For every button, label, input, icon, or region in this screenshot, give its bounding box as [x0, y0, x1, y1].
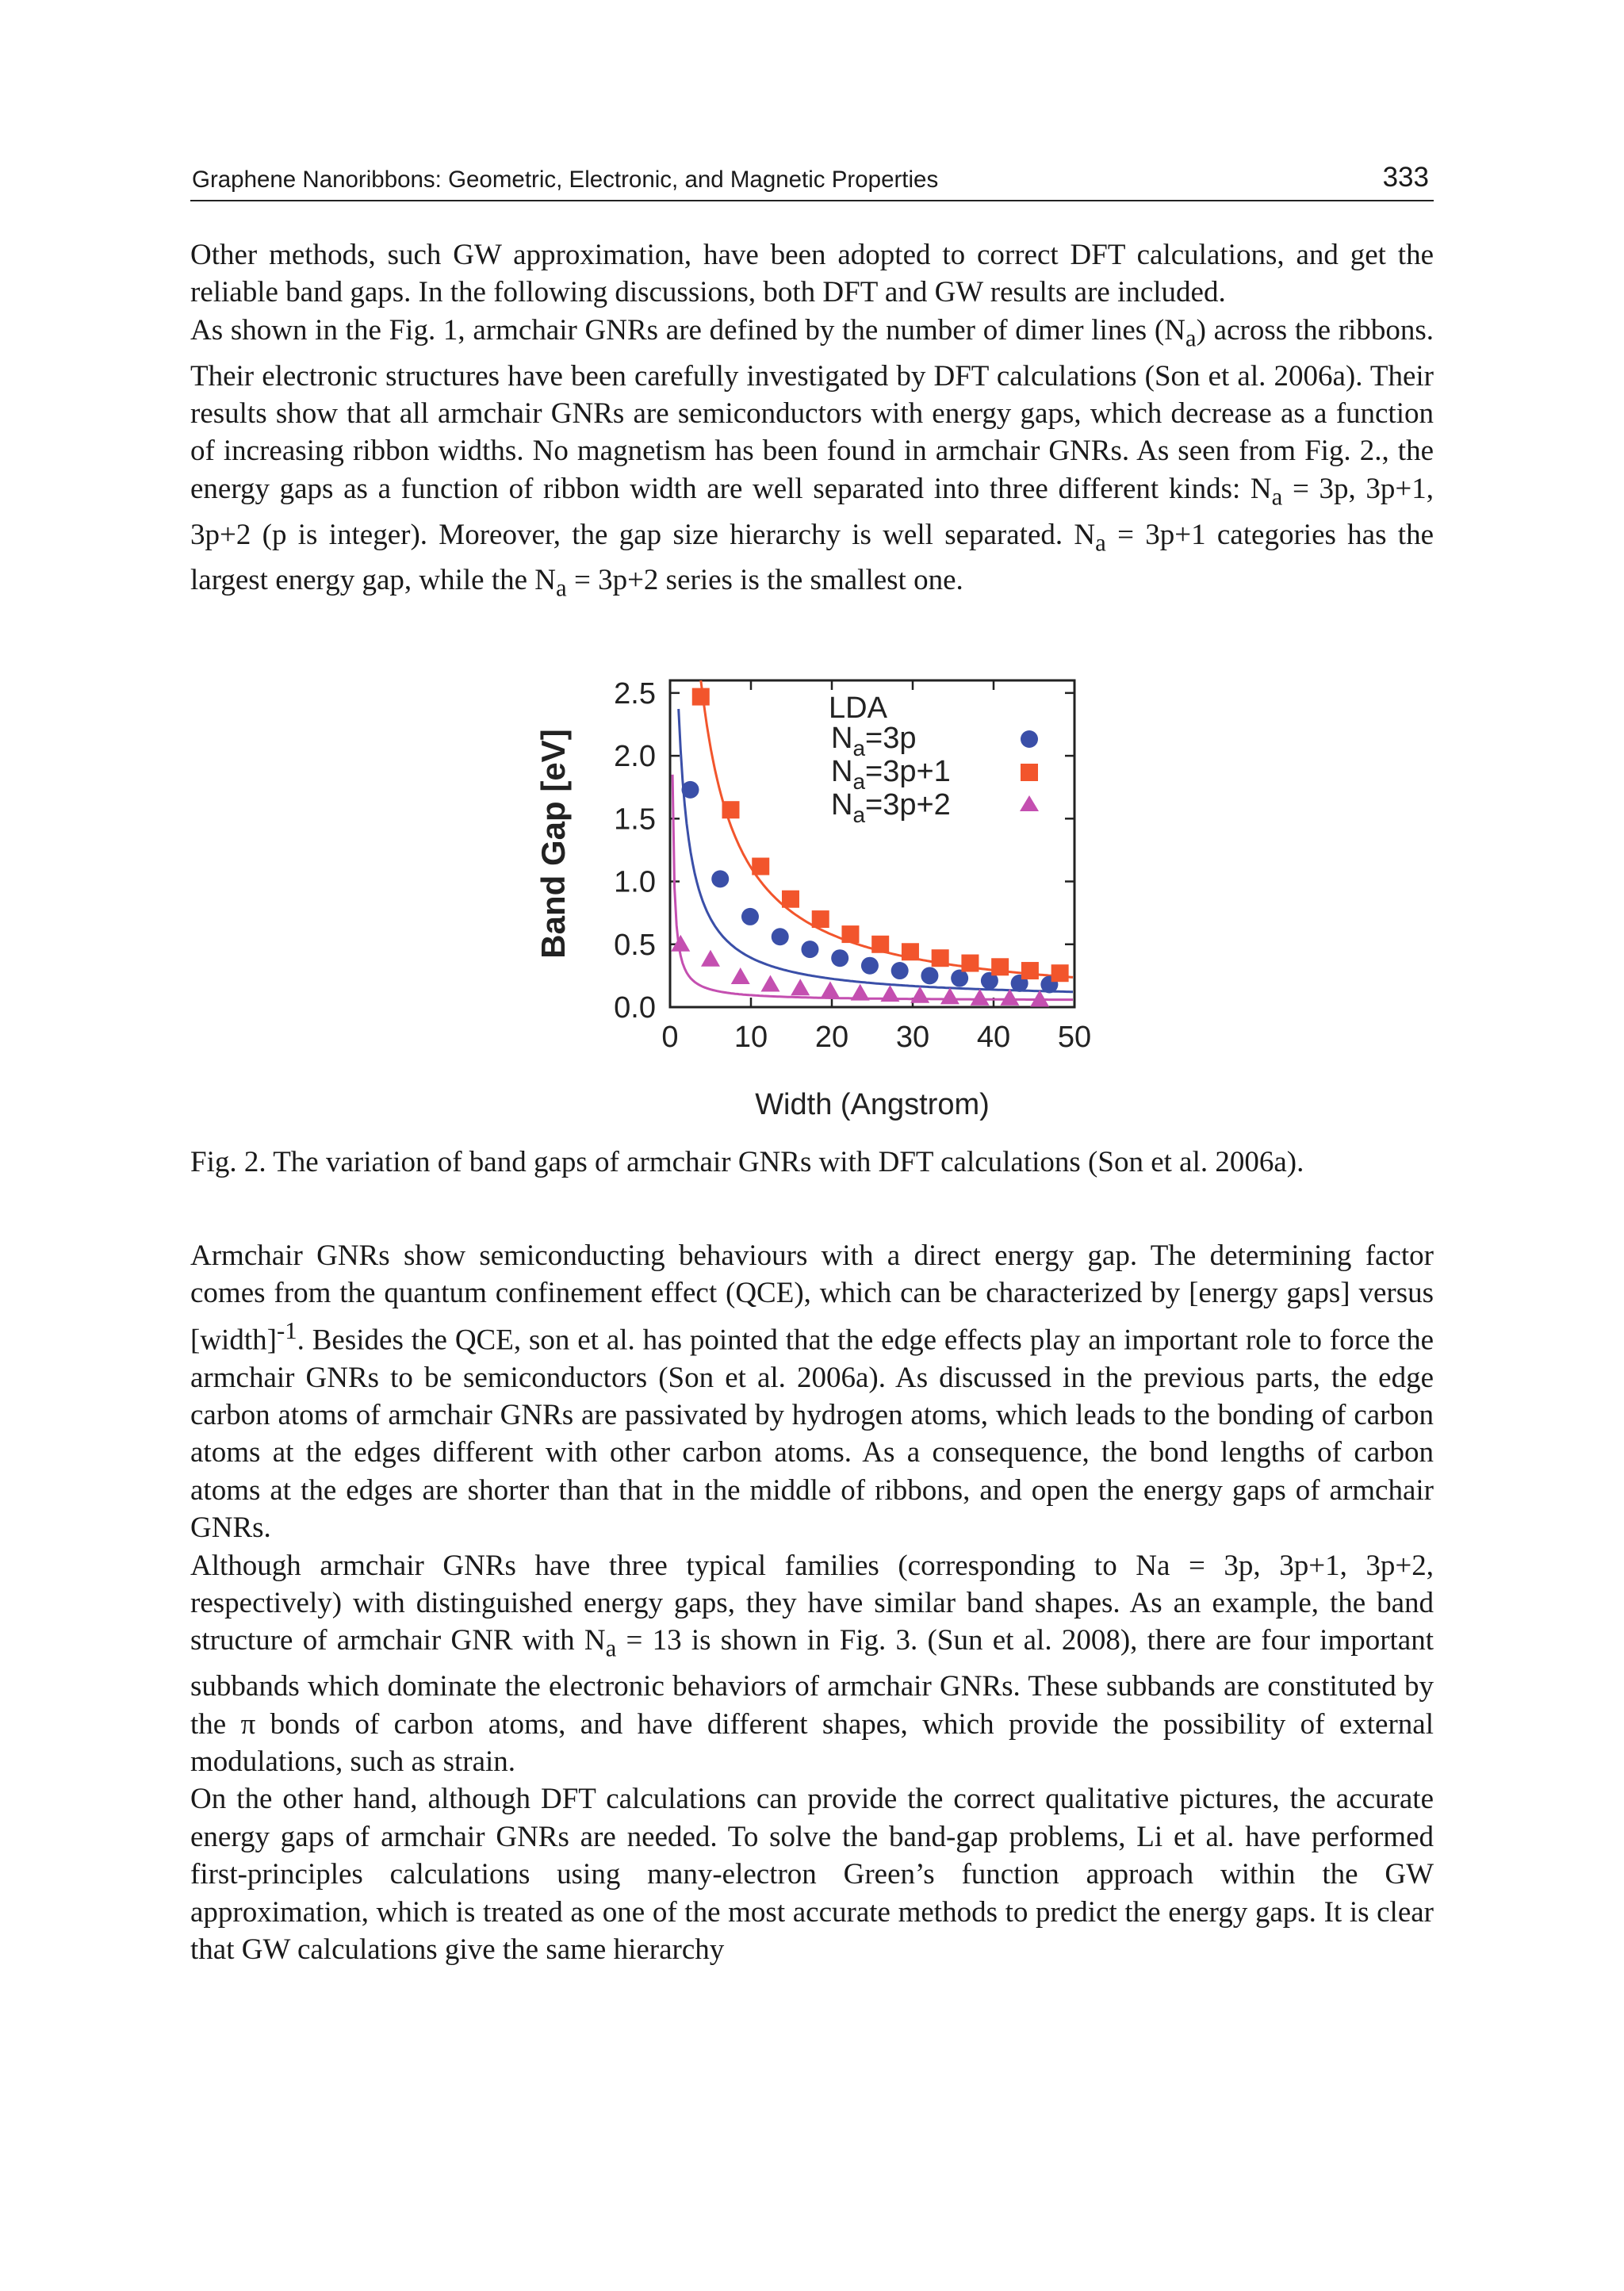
data-point-3p1: [692, 688, 710, 706]
data-point-3p1: [871, 936, 889, 953]
body-text-upper: [190, 236, 1434, 607]
paragraph-armchair-definition: As shown in the Fig. 1, armchair GNRs are defined by the number of dimer lines $(N_a)$ across the ribbons. Their electronic structures have been carefully investigated by DFT calculations (Son et al. 2006a). Their results show that all armchair GNRs are semiconductors with energy gaps, which decrease as a function of increasing ribbon widths. No magnetism has been found in armchair GNRs. As seen from Fig. 2., the energy gaps as a function of ribbon width are well separated into three different kinds: $N_a = 3p$, 3p+1, 3p+2 (p is integer). Moreover, the gap size hierarchy is well separated. $N_a = 3p+1$ categories has the largest energy gap, while the $N_a = 3p+2$ series is the smallest one.: [190, 313, 1434, 602]
x-axis-label: Width (Angstrom): [755, 1088, 990, 1121]
data-point-3p: [831, 949, 848, 967]
figure-band-gap-plot: [523, 670, 1110, 1138]
body-text-lower: [190, 1237, 1434, 1968]
data-point-3p2: [880, 985, 899, 1002]
data-point-3p: [682, 781, 699, 799]
y-axis-label: Band Gap [eV]: [534, 729, 572, 959]
data-point-3p1: [991, 958, 1009, 975]
data-point-3p: [772, 928, 789, 945]
data-point-3p1: [752, 858, 769, 875]
page-number: 333: [1382, 162, 1429, 193]
data-point-3p1: [1051, 964, 1069, 982]
data-point-3p1: [841, 925, 859, 943]
legend-label-3p1: $N_a=3p+1$: [831, 755, 951, 794]
legend-marker-circle: [1021, 730, 1038, 748]
y-tick-labels: [614, 677, 656, 1025]
paragraph-gw-intro: Other methods, such GW approximation, have been adopted to correct DFT calculations, and get the reliable band gaps. In the following discussions, both DFT and GW results are included.: [190, 239, 1434, 309]
data-point-3p: [951, 970, 968, 987]
data-point-3p2: [791, 979, 810, 995]
data-point-3p: [741, 908, 759, 925]
band-gap-chart: [523, 670, 1110, 1138]
data-point-3p2: [760, 975, 779, 991]
legend-label-3p: $N_a=3p$: [831, 722, 917, 760]
x-tick-label: 0: [661, 1021, 679, 1054]
data-point-3p: [921, 967, 938, 984]
running-header: [190, 163, 1434, 201]
x-tick-label: 10: [733, 1021, 768, 1054]
data-point-3p2: [821, 981, 840, 998]
y-tick-label: 2.5: [614, 676, 656, 711]
data-point-3p: [891, 962, 909, 979]
legend: [829, 692, 1039, 827]
data-point-3p2: [910, 987, 929, 1003]
x-tick-label: 40: [976, 1021, 1011, 1054]
legend-label-3p2: $N_a=3p+2$: [831, 788, 951, 827]
y-tick-label: 0.5: [614, 928, 656, 962]
data-point-3p2: [671, 935, 690, 952]
legend-title: LDA: [829, 692, 887, 725]
data-point-3p2: [940, 987, 959, 1004]
paragraph-band-families: Although armchair GNRs have three typical families (corresponding to Na = 3p, 3p+1, 3p+2, respectively) with distinguished energy gaps, they have similar band shapes. As an example, the band structure of armchair GNR with $N_a = 13$ is shown in Fig. 3. (Sun et al. 2008), there are four important subbands which dominate the electronic behaviors of armchair GNRs. These subbands are constituted by the π bonds of carbon atoms, and have different shapes, which provide the possibility of external modulations, such as strain.: [190, 1549, 1434, 1778]
y-tick-label: 2.0: [614, 740, 656, 774]
data-point-3p: [861, 957, 879, 975]
x-tick-label: 30: [895, 1021, 930, 1054]
y-tick-label: 0.0: [614, 991, 656, 1025]
data-point-3p2: [971, 989, 990, 1006]
data-point-3p2: [701, 950, 720, 967]
data-point-3p1: [722, 801, 740, 818]
legend-marker-square: [1021, 764, 1038, 781]
y-tick-label: 1.0: [614, 865, 656, 899]
x-tick-label: 50: [1057, 1021, 1092, 1054]
data-point-3p1: [812, 910, 829, 928]
data-point-3p1: [902, 943, 919, 960]
data-point-3p1: [932, 949, 949, 967]
data-point-3p1: [782, 891, 799, 908]
figure-caption: Fig. 2. The variation of band gaps of armchair GNRs with DFT calculations (Son et al. 2006a).: [190, 1146, 1304, 1178]
data-point-3p2: [851, 984, 870, 1001]
data-point-3p1: [1021, 962, 1039, 979]
data-point-3p2: [731, 967, 750, 984]
running-title: Graphene Nanoribbons: Geometric, Electronic, and Magnetic Properties: [192, 167, 939, 193]
y-tick-label: 1.5: [614, 803, 656, 837]
data-point-3p1: [961, 955, 979, 972]
x-tick-labels: [661, 1021, 1091, 1054]
paragraph-gw-approach: On the other hand, although DFT calculations can provide the correct qualitative pictures, the accurate energy gaps of armchair GNRs are needed. To solve the band-gap problems, Li et al. have performed first-principles calculations using many-electron Green’s function approach within the GW approximation, which is treated as one of the most accurate methods to predict the energy gaps. It is clear that GW calculations give the same hierarchy: [190, 1783, 1434, 1967]
paragraph-qce: Armchair GNRs show semiconducting behaviours with a direct energy gap. The determining factor comes from the quantum confinement effect (QCE), which can be characterized by [energy gaps] versus [width]$^{-1}$. Besides the QCE, son et al. has pointed that the edge effects play an important role to force the armchair GNRs to be semiconductors (Son et al. 2006a). As discussed in the previous parts, the edge carbon atoms of armchair GNRs are passivated by hydrogen atoms, which leads to the bonding of carbon atoms at the edges different with other carbon atoms. As a consequence, the bond lengths of carbon atoms at the edges are shorter than that in the middle of ribbons, and open the energy gaps of armchair GNRs.: [190, 1239, 1434, 1545]
data-point-3p: [711, 870, 729, 887]
legend-marker-triangle: [1020, 795, 1039, 811]
x-tick-label: 20: [814, 1021, 849, 1054]
data-point-3p: [801, 941, 818, 958]
